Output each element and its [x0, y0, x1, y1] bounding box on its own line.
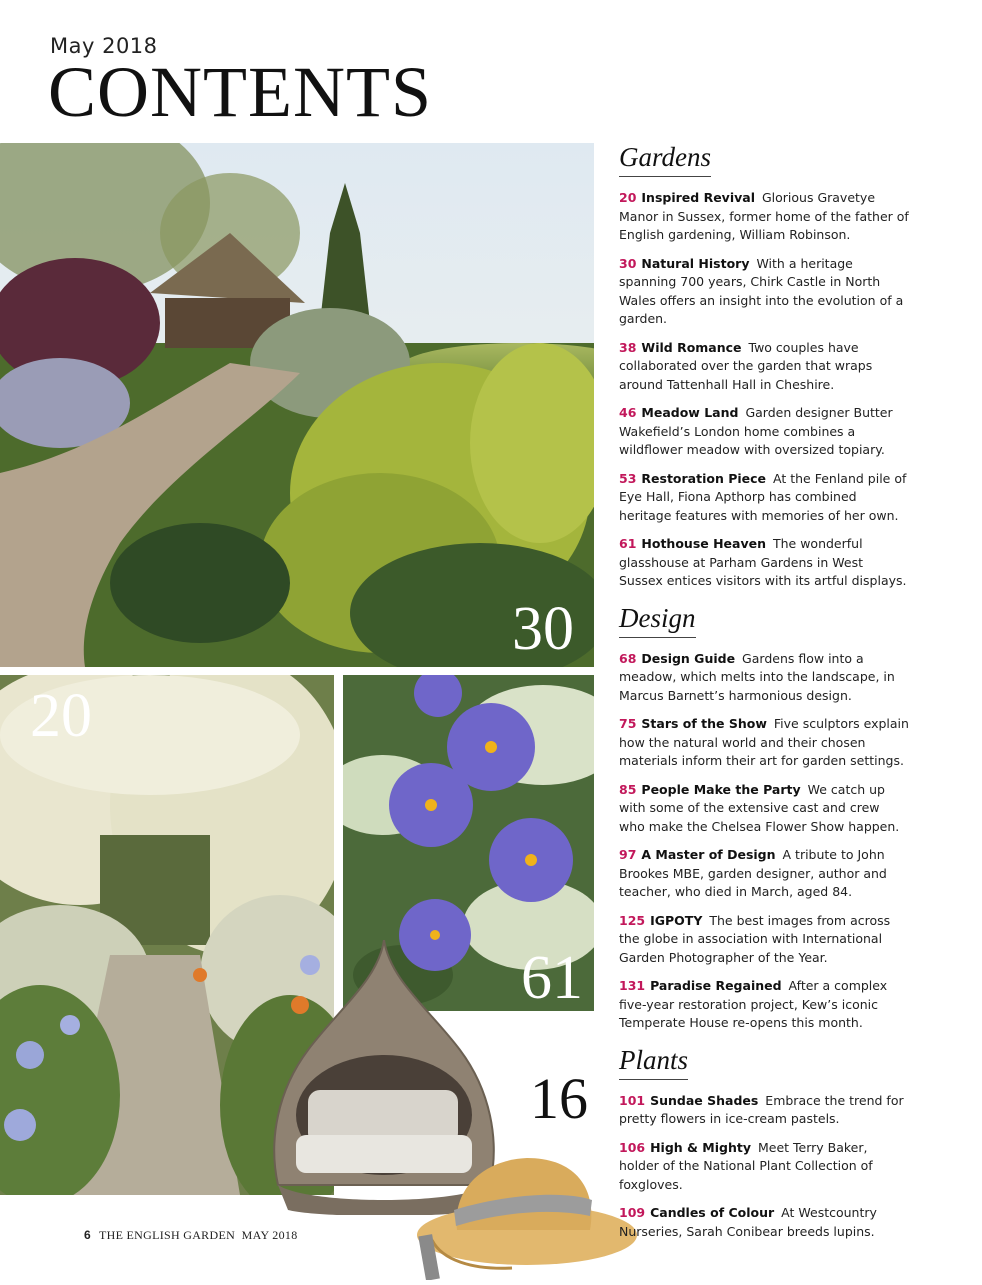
entry-title: People Make the Party: [641, 781, 801, 797]
entry-title: Inspired Revival: [641, 190, 755, 205]
entry-description: With a heritage spanning 700 years, Chirk Castle in North Wales offers an insight into the evolution of a garden.: [619, 255, 904, 326]
entry-page-number: 30: [619, 255, 637, 271]
entry-title: Hothouse Heaven: [641, 536, 766, 551]
entry-description: At Westcountry Nurseries, Sarah Conibear breeds lupins.: [619, 1205, 877, 1239]
entry-description: Five sculptors explain how the natural world and their chosen materials inform their art for garden settings.: [619, 716, 909, 768]
toc-entry[interactable]: [619, 404, 909, 460]
toc-entry[interactable]: [619, 1092, 909, 1129]
entry-page-number: 109: [619, 1205, 646, 1220]
entry-description: We catch up with some of the extensive cast and crew who make the Chelsea Flower Show happen.: [619, 781, 900, 834]
issue-date: May 2018: [50, 34, 158, 58]
entry-page-number: 61: [619, 536, 637, 551]
toc-section: [619, 1043, 909, 1242]
entry-description: Embrace the trend for pretty flowers in ice-cream pastels.: [619, 1092, 904, 1126]
entry-description: A tribute to John Brookes MBE, garden designer, author and teacher, who died in March, aged 84.: [619, 847, 887, 899]
entry-title: IGPOTY: [650, 912, 703, 928]
entry-title: Stars of the Show: [641, 716, 767, 731]
entry-page-number: 75: [619, 716, 637, 731]
footer-issue: MAY 2018: [241, 1228, 298, 1242]
toc-entry[interactable]: [619, 650, 909, 706]
section-title: Gardens: [619, 140, 711, 177]
entry-page-number: 53: [619, 470, 637, 486]
entry-title: Natural History: [641, 255, 750, 271]
entry-title: Sundae Shades: [650, 1092, 759, 1108]
footer-page-number: 6: [84, 1228, 91, 1242]
entry-page-number: 131: [619, 978, 646, 993]
entry-title: Candles of Colour: [650, 1205, 775, 1220]
entry-description: At the Fenland pile of Eye Hall, Fiona Apthorp has combined heritage features with memories of her own.: [619, 470, 907, 523]
page-footer: [84, 1228, 298, 1243]
toc-entry[interactable]: [619, 1139, 909, 1195]
toc-entry[interactable]: [619, 189, 909, 245]
straw-hat-image: [412, 1140, 640, 1280]
photo-number-30: 30: [512, 595, 574, 663]
entry-page-number: 106: [619, 1139, 646, 1155]
toc-entry[interactable]: [619, 715, 909, 771]
entry-description: The best images from across the globe in association with International Garden Photographer of the Year.: [619, 912, 891, 965]
footer-magazine-name: THE ENGLISH GARDEN: [98, 1228, 236, 1242]
entry-description: The wonderful glasshouse at Parham Gardens in West Sussex entices visitors with its artful displays.: [619, 536, 907, 588]
toc-section: [619, 601, 909, 1033]
toc-section: [619, 140, 909, 591]
entry-description: After a complex five-year restoration project, Kew’s iconic Temperate House re-opens this month.: [619, 978, 888, 1030]
entry-title: Restoration Piece: [641, 470, 767, 486]
entry-page-number: 101: [619, 1092, 646, 1108]
entry-title: Paradise Regained: [650, 978, 782, 993]
toc-entry[interactable]: [619, 781, 909, 837]
entry-title: Design Guide: [641, 650, 736, 666]
toc-entry[interactable]: [619, 470, 909, 526]
section-title: Design: [619, 601, 696, 638]
entry-description: Glorious Gravetye Manor in Sussex, former home of the father of English gardening, William Robinson.: [619, 190, 909, 242]
entry-page-number: 68: [619, 650, 637, 666]
entry-description: Two couples have collaborated over the garden that wraps around Tattenhall Hall in Cheshire.: [619, 339, 873, 392]
entry-title: Meadow Land: [641, 405, 739, 420]
entry-description: Meet Terry Baker, holder of the National Plant Collection of foxgloves.: [619, 1139, 873, 1192]
table-of-contents: [619, 140, 909, 1251]
section-title: Plants: [619, 1043, 688, 1080]
page-title: CONTENTS: [48, 52, 432, 132]
entry-title: A Master of Design: [641, 847, 776, 862]
entry-title: Wild Romance: [641, 339, 742, 355]
entry-description: Garden designer Butter Wakefield’s London home combines a wildflower meadow with oversized topiary.: [619, 405, 893, 457]
entry-page-number: 85: [619, 781, 637, 797]
photo-number-20: 20: [30, 682, 92, 750]
toc-entry[interactable]: [619, 846, 909, 902]
entry-page-number: 97: [619, 847, 637, 862]
toc-entry[interactable]: [619, 1204, 909, 1241]
toc-entry[interactable]: [619, 912, 909, 968]
toc-entry[interactable]: [619, 977, 909, 1033]
photo-number-61: 61: [521, 944, 583, 1011]
photo-number-16: 16: [530, 1066, 588, 1131]
entry-page-number: 46: [619, 405, 637, 420]
entry-page-number: 38: [619, 339, 637, 355]
toc-entry[interactable]: [619, 339, 909, 395]
garden-photo: [0, 143, 594, 667]
entry-page-number: 125: [619, 912, 646, 928]
entry-page-number: 20: [619, 190, 637, 205]
entry-description: Gardens flow into a meadow, which melts into the landscape, in Marcus Barnett’s harmonious design.: [619, 650, 895, 703]
toc-entry[interactable]: [619, 535, 909, 591]
entry-title: High & Mighty: [650, 1139, 751, 1155]
toc-entry[interactable]: [619, 255, 909, 329]
